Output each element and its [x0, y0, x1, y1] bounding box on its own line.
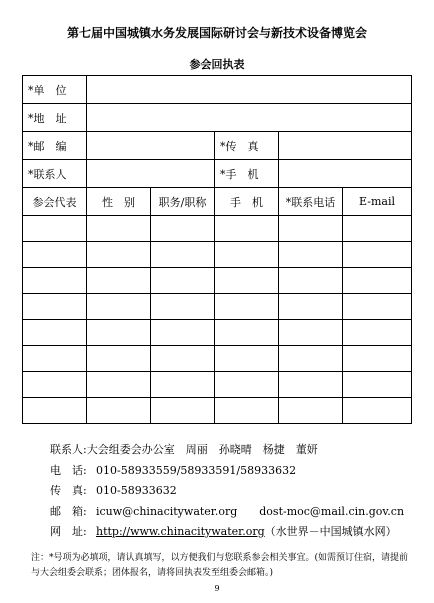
table-cell[interactable] [23, 372, 87, 398]
table-cell[interactable] [215, 398, 279, 424]
table-cell[interactable] [151, 346, 215, 372]
website-link[interactable]: http://www.chinacitywater.org [96, 525, 265, 538]
table-cell[interactable] [87, 268, 151, 294]
table-cell[interactable] [151, 398, 215, 424]
table-cell[interactable] [343, 294, 412, 320]
address-label: *地 址 [23, 104, 87, 132]
table-cell[interactable] [87, 320, 151, 346]
table-cell[interactable] [279, 242, 343, 268]
table-cell[interactable] [215, 372, 279, 398]
website-label: 网 址: [50, 525, 87, 538]
header-delegate: 参会代表 [23, 188, 87, 216]
header-phone: *联系电话 [279, 188, 343, 216]
header-gender: 性 别 [87, 188, 151, 216]
contact-person-field[interactable] [87, 160, 215, 188]
table-cell[interactable] [215, 216, 279, 242]
document-title: 第七届中国城镇水务发展国际研讨会与新技术设备博览会 [66, 26, 367, 40]
table-cell[interactable] [343, 268, 412, 294]
mobile-field[interactable] [279, 160, 412, 188]
postcode-label: *邮 编 [23, 132, 87, 160]
table-cell[interactable] [23, 242, 87, 268]
email-row [50, 502, 404, 523]
table-row [23, 320, 412, 346]
table-cell[interactable] [23, 216, 87, 242]
table-cell[interactable] [343, 320, 412, 346]
table-cell[interactable] [87, 216, 151, 242]
table-cell[interactable] [23, 294, 87, 320]
address-field[interactable] [87, 104, 412, 132]
form-title: 参会回执表 [189, 58, 245, 71]
table-cell[interactable] [87, 294, 151, 320]
table-row [23, 398, 412, 424]
table-cell[interactable] [343, 242, 412, 268]
footnote: 注：*号项为必填项，请认真填写，以方便我们与您联系参会相关事宜。(如需预订住宿，请提前与大会组委会联系；团体报名，请将回执表发至组委会邮箱。) [31, 553, 409, 578]
table-cell[interactable] [151, 216, 215, 242]
phone-value: 010-58933559/58933591/58933632 [96, 463, 297, 477]
table-cell[interactable] [215, 320, 279, 346]
table-cell[interactable] [279, 346, 343, 372]
fax-field[interactable] [279, 132, 412, 160]
table-cell[interactable] [343, 372, 412, 398]
table-cell[interactable] [279, 268, 343, 294]
table-cell[interactable] [151, 268, 215, 294]
table-row [23, 268, 412, 294]
table-cell[interactable] [87, 346, 151, 372]
table-cell[interactable] [215, 294, 279, 320]
table-cell[interactable] [343, 398, 412, 424]
contact-person-label: *联系人 [23, 160, 87, 188]
fax-value: 010-58933632 [96, 484, 177, 497]
table-cell[interactable] [279, 398, 343, 424]
table-cell[interactable] [151, 320, 215, 346]
table-cell[interactable] [279, 294, 343, 320]
table-cell[interactable] [151, 242, 215, 268]
table-cell[interactable] [23, 268, 87, 294]
table-row [23, 372, 412, 398]
header-mobile: 手 机 [215, 188, 279, 216]
delegate-header-row [23, 188, 412, 216]
table-cell[interactable] [23, 398, 87, 424]
phone-label: 电 话: [50, 463, 87, 477]
registration-form-table [22, 75, 412, 424]
table-cell[interactable] [151, 294, 215, 320]
table-cell[interactable] [215, 268, 279, 294]
email-label: 邮 箱: [50, 504, 87, 518]
website-suffix: （水世界－中国城镇水网） [264, 525, 397, 538]
contact-info [50, 440, 404, 543]
table-cell[interactable] [279, 216, 343, 242]
mobile-label: *手 机 [215, 160, 279, 188]
table-row [23, 346, 412, 372]
table-cell[interactable] [215, 242, 279, 268]
fax-info-label: 传 真: [50, 484, 87, 497]
fax-row [50, 481, 404, 502]
table-cell[interactable] [279, 372, 343, 398]
unit-label: *单 位 [23, 76, 87, 104]
table-cell[interactable] [279, 320, 343, 346]
table-row [23, 216, 412, 242]
table-row [23, 294, 412, 320]
email-value[interactable]: icuw@chinacitywater.org dost-moc@mail.cin.gov.cn [96, 504, 405, 518]
table-row [23, 242, 412, 268]
table-cell[interactable] [151, 372, 215, 398]
header-email: E-mail [343, 188, 412, 216]
contact-person-row [50, 440, 404, 461]
phone-row [50, 461, 404, 482]
table-cell[interactable] [215, 346, 279, 372]
website-row [50, 522, 404, 543]
contact-person-label: 联系人: [50, 443, 87, 456]
table-cell[interactable] [87, 398, 151, 424]
table-cell[interactable] [87, 372, 151, 398]
table-cell[interactable] [23, 346, 87, 372]
fax-label: *传 真 [215, 132, 279, 160]
table-cell[interactable] [23, 320, 87, 346]
postcode-field[interactable] [87, 132, 215, 160]
table-cell[interactable] [87, 242, 151, 268]
unit-field[interactable] [87, 76, 412, 104]
table-cell[interactable] [343, 216, 412, 242]
page-number: 9 [214, 584, 220, 593]
table-cell[interactable] [343, 346, 412, 372]
header-position: 职务/职称 [151, 188, 215, 216]
contact-person-value: 大会组委会办公室 周丽 孙晓晴 杨捷 董妍 [86, 443, 318, 456]
